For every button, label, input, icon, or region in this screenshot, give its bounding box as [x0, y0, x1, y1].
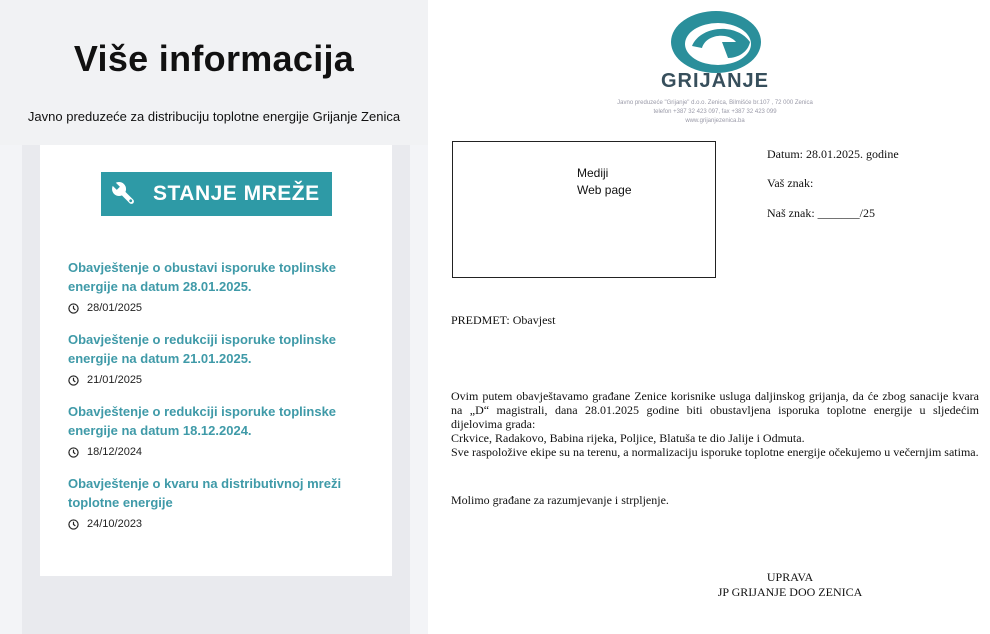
clock-icon — [68, 375, 79, 386]
page-title: Više informacija — [73, 38, 355, 79]
news-link[interactable]: Obavještenje o obustavi isporuke toplinske energije na datum 28.01.2025. — [68, 260, 337, 294]
letterhead-website: www.grijanjezenica.ba — [685, 118, 745, 124]
news-card — [40, 145, 392, 576]
page-subtitle: Javno preduzeće za distribuciju toplotne energije Grijanje Zenica — [27, 109, 401, 124]
logo-wordmark: GRIJANJE — [660, 70, 770, 92]
wrench-icon — [101, 172, 147, 216]
recipient-line1: Mediji — [577, 166, 609, 180]
your-reference: Vaš znak: — [767, 176, 814, 190]
news-item — [68, 402, 368, 458]
network-status-banner[interactable] — [101, 172, 332, 216]
document-body — [451, 389, 979, 459]
info-panel — [0, 0, 428, 634]
document-subject: PREDMET: Obavjest — [451, 313, 556, 327]
document-closing: Molimo građane za razumjevanje i strpljenje. — [451, 493, 669, 507]
signature-title: UPRAVA — [766, 570, 814, 584]
news-link[interactable]: Obavještenje o kvaru na distributivnoj mreži toplotne energije — [68, 476, 342, 510]
news-date-text: 24/10/2023 — [87, 518, 143, 530]
body-paragraph: Ovim putem obavještavamo građane Zenice korisnike usluga daljinskog grijanja, da će zbog sanacije kvara na „D“ magistrali, dana 28.01.2025 godine biti obustavljena isporuka toplotne energije u sljedećim dijelovima grada: — [451, 389, 979, 431]
news-date — [68, 446, 368, 458]
news-date — [68, 374, 368, 386]
news-date-text: 21/01/2025 — [87, 374, 143, 386]
recipient-box — [452, 141, 716, 278]
news-item — [68, 330, 368, 386]
info-header — [0, 0, 428, 145]
clock-icon — [68, 447, 79, 458]
news-item — [68, 474, 368, 530]
our-reference: Naš znak: _______/25 — [767, 206, 875, 220]
news-item — [68, 258, 368, 314]
signature-company: JP GRIJANJE DOO ZENICA — [717, 585, 863, 599]
news-date — [68, 518, 368, 530]
news-link[interactable]: Obavještenje o redukciji isporuke toplinske energije na datum 18.12.2024. — [68, 404, 337, 438]
body-paragraph: Sve raspoložive ekipe su na terenu, a normalizaciju isporuke toplotne energije očekujemo u večernjim satima. — [451, 445, 979, 459]
letterhead-address: Javno preduzeće "Grijanje" d.o.o. Zenica, Bilmišće br.107 , 72 000 Zenica — [617, 100, 813, 106]
news-list — [68, 258, 368, 546]
news-date — [68, 302, 368, 314]
document-date: Datum: 28.01.2025. godine — [767, 147, 899, 161]
letterhead-phone: telefon +387 32 423 097, fax +387 32 423 099 — [653, 109, 777, 115]
banner-label: STANJE MREŽE — [153, 182, 320, 205]
news-date-text: 18/12/2024 — [87, 446, 143, 458]
news-link[interactable]: Obavještenje o redukciji isporuke toplinske energije na datum 21.01.2025. — [68, 332, 337, 366]
clock-icon — [68, 519, 79, 530]
recipient-line2: Web page — [577, 183, 632, 197]
news-date-text: 28/01/2025 — [87, 302, 143, 314]
clock-icon — [68, 303, 79, 314]
body-paragraph: Crkvice, Radakovo, Babina rijeka, Poljice, Blatuša te dio Jalije i Odmuta. — [451, 431, 805, 445]
